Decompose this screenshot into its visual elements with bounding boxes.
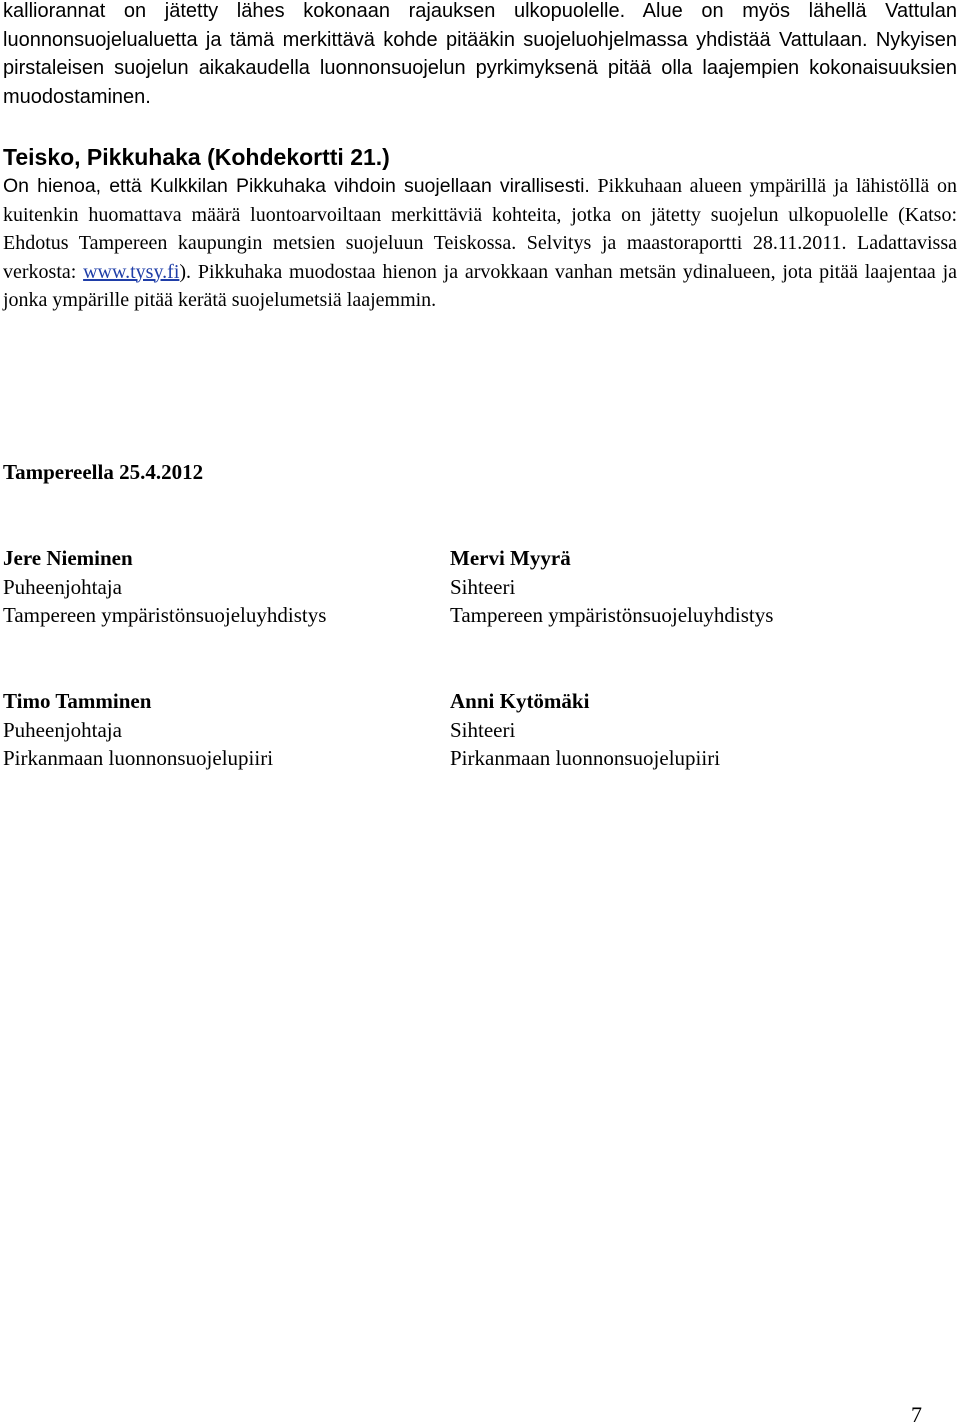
signatory-block bbox=[450, 687, 720, 773]
tysy-website-link[interactable]: www.tysy.fi bbox=[83, 260, 180, 283]
signatory-name: Mervi Myyrä bbox=[450, 546, 571, 570]
signatory-block bbox=[3, 544, 326, 630]
signatory-name: Timo Tamminen bbox=[3, 689, 152, 713]
intro-paragraph: kalliorannat on jätetty lähes kokonaan rajauksen ulkopuolelle. Alue on myös lähellä Vattulan luonnonsuojelualuetta ja tämä merkittävä kohde pitääkin suojeluohjelmassa yhdistää Vattulaan. Nykyisen pirstaleisen suojelun aikakaudella luonnonsuojelun pyrkimyksenä pitää olla laajempien kokonaisuuksien muodostaminen. bbox=[3, 0, 957, 108]
place-date: Tampereella 25.4.2012 bbox=[3, 460, 204, 484]
signatory-block bbox=[3, 687, 273, 773]
section-body-before-link: Pikkuhaan alueen ympärillä ja lähistöllä on kuitenkin huomattava määrä luontoarvoiltaan merkittäviä kohteita, jotka on jätetty suojelun ulkopuolelle (Katso: Ehdotus Tampereen kaupungin metsien suojeluun Teiskossa. Selvitys ja maastoraportti 28.11.2011. Ladattavissa verkosta: bbox=[3, 175, 957, 283]
section-paragraph bbox=[3, 172, 957, 315]
section-heading: Teisko, Pikkuhaka (Kohdekortti 21.) bbox=[3, 144, 390, 170]
signatory-role: Sihteeri bbox=[450, 717, 516, 742]
signatory-organization: Pirkanmaan luonnonsuojelupiiri bbox=[3, 746, 274, 770]
signatory-organization: Tampereen ympäristönsuojeluyhdistys bbox=[450, 603, 774, 627]
section-first-sentence: On hienoa, että Kulkkilan Pikkuhaka vihdoin suojellaan virallisesti. bbox=[3, 175, 590, 197]
page-number: 7 bbox=[911, 1402, 922, 1427]
signatory-role: Puheenjohtaja bbox=[3, 717, 122, 742]
signatory-block bbox=[450, 544, 773, 630]
signatory-name: Anni Kytömäki bbox=[450, 689, 590, 713]
signatory-name: Jere Nieminen bbox=[3, 546, 133, 570]
section-body-after-link: ). Pikkuhaka muodostaa hienon ja arvokkaan vanhan metsän ydinalueen, jota pitää laajentaa ja jonka ympärille pitää kerätä suojelumetsiä laajemmin. bbox=[3, 260, 958, 311]
signatory-organization: Tampereen ympäristönsuojeluyhdistys bbox=[3, 603, 327, 627]
signatory-organization: Pirkanmaan luonnonsuojelupiiri bbox=[450, 746, 721, 770]
signatory-role: Puheenjohtaja bbox=[3, 574, 122, 599]
signatory-role: Sihteeri bbox=[450, 574, 516, 599]
